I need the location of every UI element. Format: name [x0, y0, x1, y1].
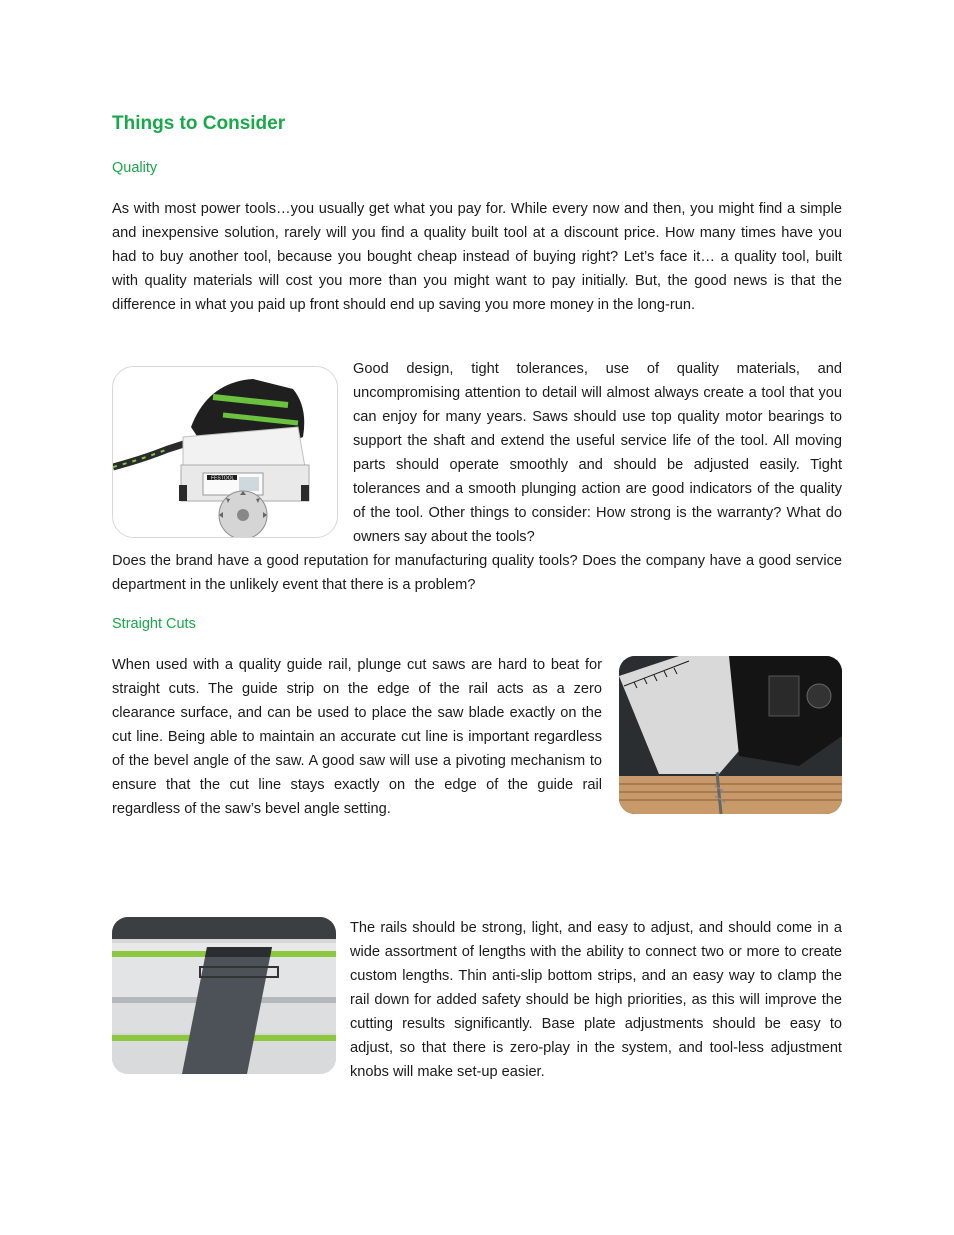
straight-cuts-paragraph-1: When used with a quality guide rail, plunge cut saws are hard to beat for straight cuts. The guide strip on the edge of the rail acts as a zero clearance surface, and can be used to place the saw blade exactly on the cut line. Being able to maintain an accurate cut line is important regardless of the bevel angle of the saw. A good saw will use a pivoting mechanism to ensure that the cut line stays exactly on the edge of the guide rail regardless of the saw’s bevel angle setting. [112, 657, 602, 817]
plunge-saw-image [112, 366, 338, 538]
section-title-straight-cuts: Straight Cuts [112, 616, 196, 632]
page-title: Things to Consider [112, 113, 286, 134]
quality-paragraph-2-full: Does the brand have a good reputation for manufacturing quality tools? Does the company have a good service department in the unlikely event that there is a problem? [112, 553, 842, 593]
straight-cuts-paragraph-2: The rails should be strong, light, and easy to adjust, and should come in a wide assortment of lengths with the ability to connect two or more to create custom lengths. Thin anti-slip bottom strips, and an easy way to clamp the rail down for added safety should be high priorities, as this will improve the cutting results significantly. Base plate adjustments should be easy to adjust, so that there is zero-play in the system, and tool-less adjustment knobs will make set-up easier. [350, 920, 842, 1080]
guide-rail-saw-image [619, 656, 842, 814]
quality-paragraph-2-side: Good design, tight tolerances, use of quality materials, and uncompromising attention to detail will almost always create a tool that you can enjoy for many years. Saws should use top quality motor bearings to support the shaft and extend the useful service life of the tool. All moving parts should operate smoothly and should be adjusted easily. Tight tolerances and a smooth plunging action are good indicators of the quality of the tool. Other things to consider: How strong is the warranty? What do owners say about the tools? [353, 361, 842, 545]
festool-logo: FESTOOL [211, 475, 235, 482]
quality-paragraph-1: As with most power tools…you usually get what you pay for. While every now and then, you might find a simple and inexpensive solution, rarely will you find a quality built tool at a discount price. How many times have you had to buy another tool, because you bought cheap instead of buying right? Let’s face it… a quality tool, built with quality materials will cost you more than you might want to pay initially. But, the good news is that the difference in what you paid up front should end up saving you more money in the long-run. [112, 201, 842, 313]
rail-connector-image [112, 917, 336, 1074]
section-title-quality: Quality [112, 160, 158, 176]
